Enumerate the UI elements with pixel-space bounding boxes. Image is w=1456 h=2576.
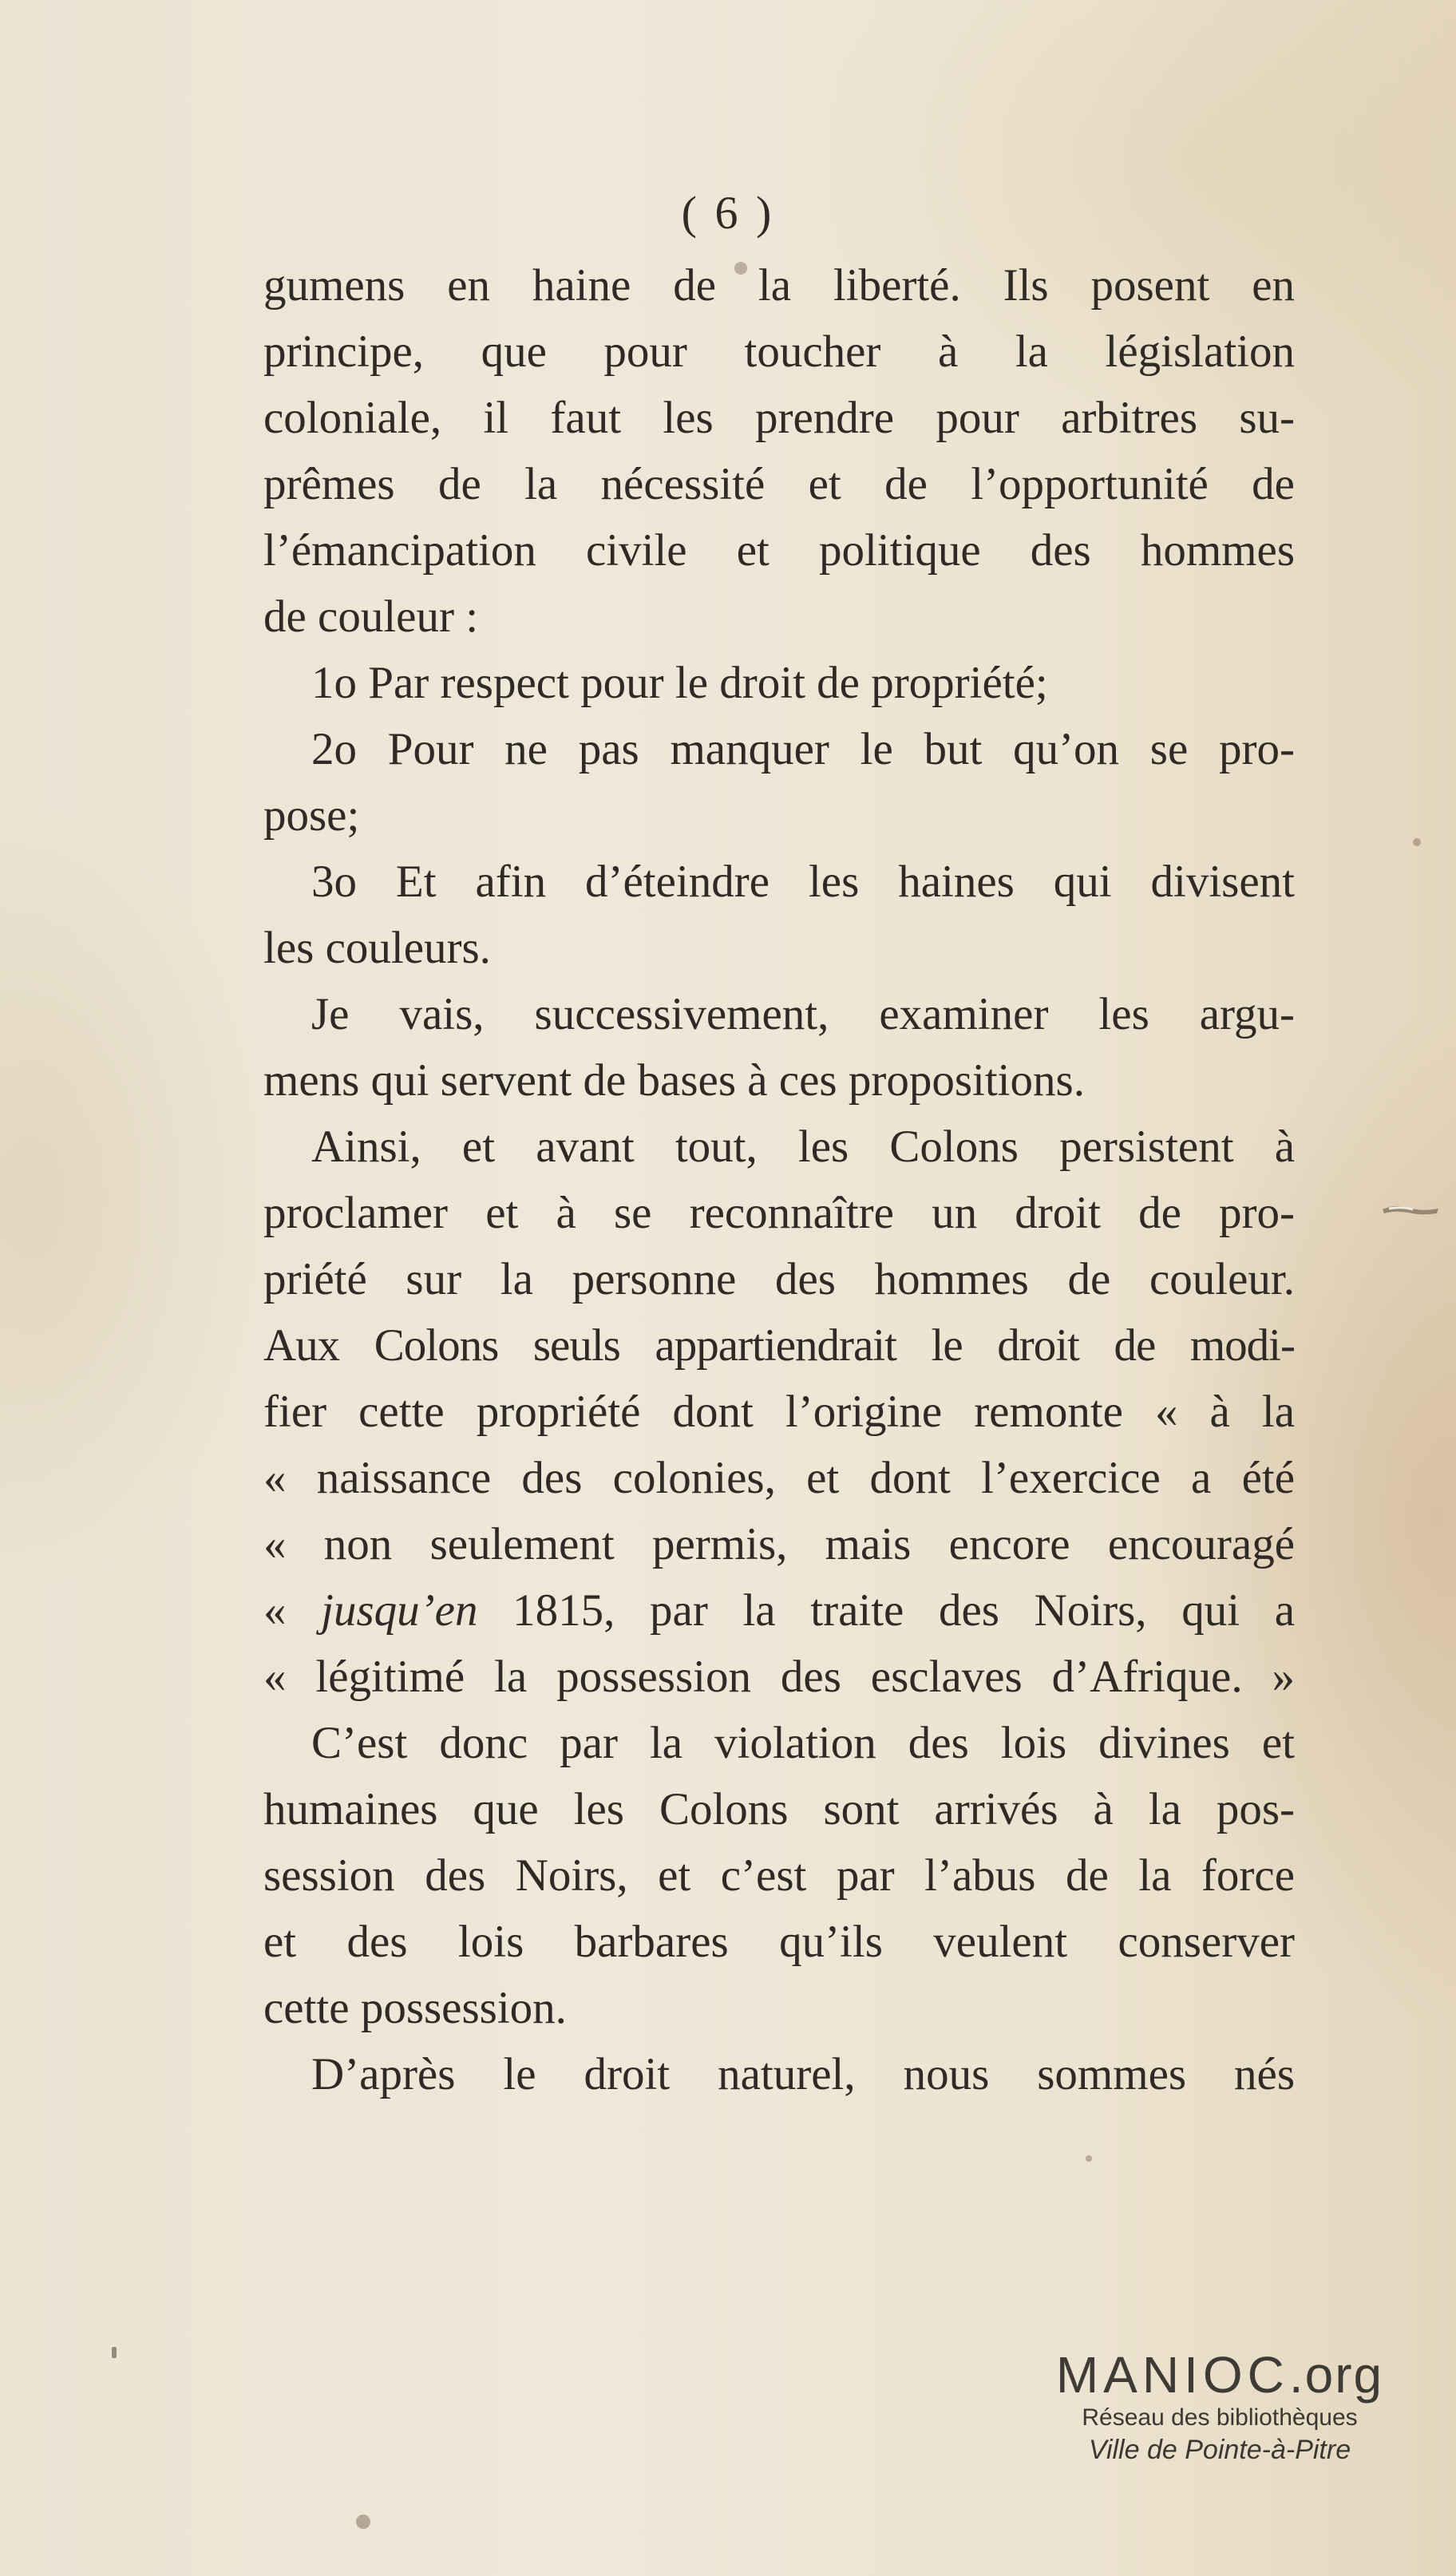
text-line: humaines que les Colons sont arrivés à la pos- (263, 1784, 1295, 1834)
quote-mark: « (263, 1585, 322, 1636)
text-line: priété sur la personne des hommes de couleur. (263, 1254, 1295, 1304)
text-line: et des lois barbares qu’ils veulent conserver (263, 1917, 1295, 1967)
text-line: Aux Colons seuls appartiendrait le droit de modi- (263, 1320, 1295, 1371)
paper-speck (1413, 838, 1421, 846)
text-line: proclamer et à se reconnaître un droit de pro- (263, 1188, 1295, 1238)
text-line: 2o Pour ne pas manquer le but qu’on se pro- (311, 724, 1295, 774)
text-line: Ainsi, et avant tout, les Colons persistent à (311, 1122, 1295, 1172)
text-line-with-italic (263, 1577, 1295, 1644)
text-line: session des Noirs, et c’est par l’abus de la force (263, 1850, 1295, 1901)
text-line: « naissance des colonies, et dont l’exercice a été (263, 1453, 1295, 1503)
page-number: ( 6 ) (681, 187, 775, 239)
text-line: les couleurs. (263, 923, 491, 973)
text-line: D’après le droit naturel, nous sommes nés (311, 2049, 1295, 2099)
paper-tear-mark (1381, 1202, 1440, 1217)
manioc-logo: MANIOC.org (1055, 2346, 1384, 2404)
italic-phrase: jusqu’en (321, 1585, 478, 1636)
text-line: C’est donc par la violation des lois divines et (311, 1718, 1295, 1768)
text-line: prêmes de la nécessité et de l’opportunité de (263, 459, 1295, 509)
text-line: de couleur : (263, 592, 479, 642)
text-line: cette possession. (263, 1983, 567, 2033)
text-line: « légitimé la possession des esclaves d’Afrique. » (263, 1652, 1295, 1702)
paper-speck (112, 2347, 117, 2358)
text-line: gumens en haine de la liberté. Ils posent en (263, 260, 1295, 311)
text-line: 3o Et afin d’éteindre les haines qui divisent (311, 857, 1295, 907)
text-line: Je vais, successivement, examiner les argu- (311, 989, 1295, 1039)
text-line: pose; (263, 790, 360, 841)
text-line-rest: 1815, par la traite des Noirs, qui a (477, 1585, 1295, 1636)
paper-speck (356, 2515, 370, 2529)
manioc-watermark (1012, 2347, 1427, 2467)
paper-speck (734, 262, 747, 275)
watermark-subtitle: Réseau des bibliothèques (1082, 2404, 1358, 2431)
text-line: « non seulement permis, mais encore encouragé (263, 1519, 1295, 1569)
text-line: l’émancipation civile et politique des hommes (263, 525, 1295, 576)
text-line: fier cette propriété dont l’origine remonte « à la (263, 1387, 1295, 1437)
paper-speck (1086, 2155, 1092, 2162)
text-line: 1o Par respect pour le droit de propriété; (311, 658, 1048, 708)
text-line: principe, que pour toucher à la législation (263, 326, 1295, 377)
watermark-city: Ville de Pointe-à-Pitre (1088, 2435, 1351, 2465)
text-line: mens qui servent de bases à ces propositions. (263, 1055, 1085, 1106)
body-text (263, 252, 1295, 2107)
text-line: coloniale, il faut les prendre pour arbitres su- (263, 393, 1295, 443)
